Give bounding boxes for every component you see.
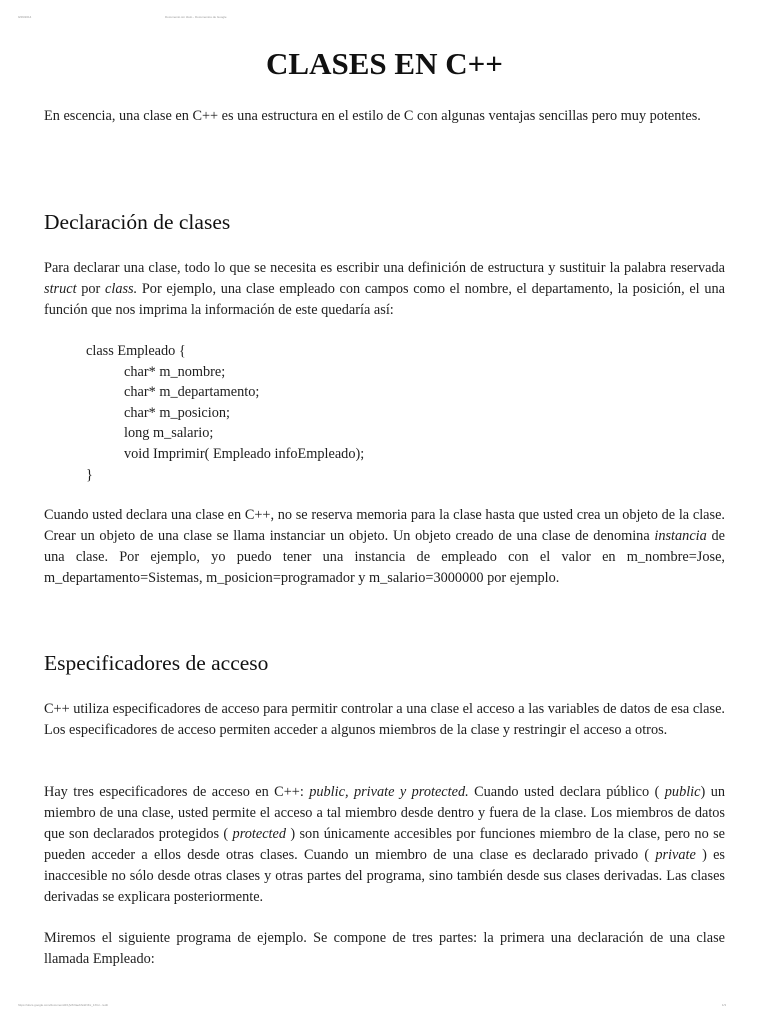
instancia-term: instancia (654, 528, 707, 544)
footer-url: https://docs.google.com/document/d/1jVZrlIaebhnkNKx_1XGr.../edit (18, 1003, 108, 1007)
footer-page-number: 1/3 (721, 1003, 726, 1007)
section-heading-especificadores: Especificadores de acceso (44, 651, 269, 675)
code-block (86, 341, 364, 485)
code-line: } (86, 466, 93, 483)
struct-keyword: struct (44, 281, 77, 297)
declaracion-paragraph: Para declarar una clase, todo lo que se necesita es escribir una definición de estructura y sustituir la palabra reservada struct por class. Por ejemplo, una clase empleado con campos como el nombre, el departamento, la posición, el una función que nos imprima la información de este quedaría así: (44, 260, 725, 318)
code-line: long m_salario; (124, 425, 214, 442)
public-term: public (664, 784, 701, 800)
especificadores-paragraph-1: C++ utiliza especificadores de acceso para permitir controlar a una clase el acceso a las variables de datos de esa clase. Los especificadores de acceso permiten acceder a algunos miembros de la clase y restringir el acceso a otros. (44, 701, 725, 738)
header-date: 9/29/2014 (18, 15, 32, 19)
code-line: char* m_posicion; (124, 404, 231, 421)
section-heading-declaracion: Declaración de clases (44, 210, 231, 234)
class-keyword: class. (105, 281, 138, 297)
protected-term: protected (232, 826, 287, 842)
header-title: Documento sin título - Documentos de Google (165, 15, 227, 19)
code-line: char* m_departamento; (124, 384, 260, 401)
intro-paragraph: En escencia, una clase en C++ es una estructura en el estilo de C con algunas ventajas sencillas pero muy potentes. (44, 108, 701, 124)
programa-paragraph: Miremos el siguiente programa de ejemplo. Se compone de tres partes: la primera una declaración de una clase llamada Empleado: (44, 930, 725, 967)
code-line: char* m_nombre; (124, 363, 226, 380)
specifiers-term: public, private y protected. (309, 784, 469, 800)
code-line: void Imprimir( Empleado infoEmpleado); (124, 445, 365, 462)
especificadores-paragraph-2: Hay tres especificadores de acceso en C++: public, private y protected. Cuando usted declara público ( public) un miembro de una clase, usted permite el acceso a tal miembro desde dentro y fuera de la clase. Los miembros de datos que son declarados protegidos ( protected ) son únicamente accesibles por funciones miembro de la clase, pero no se pueden acceder a ellos desde otras clases. Cuando un miembro de una clase es declarado privado ( private ) es inaccesible no sólo desde otras clases y otras partes del programa, sino también desde sus clases derivadas. Las clases derivadas se explicara posteriormente. (44, 784, 725, 905)
private-term: private (655, 847, 696, 863)
instancia-paragraph: Cuando usted declara una clase en C++, no se reserva memoria para la clase hasta que usted crea un objeto de la clase. Crear un objeto de una clase se llama instanciar un objeto. Un objeto creado de una clase de denomina instancia de una clase. Por ejemplo, yo puedo tener una instancia de empleado con el valor en m_nombre=Jose, m_departamento=Sistemas, m_posicion=programador y m_salario=3000000 por ejemplo. (44, 507, 725, 586)
code-line: class Empleado { (86, 343, 186, 359)
page-title: CLASES EN C++ (266, 46, 503, 81)
